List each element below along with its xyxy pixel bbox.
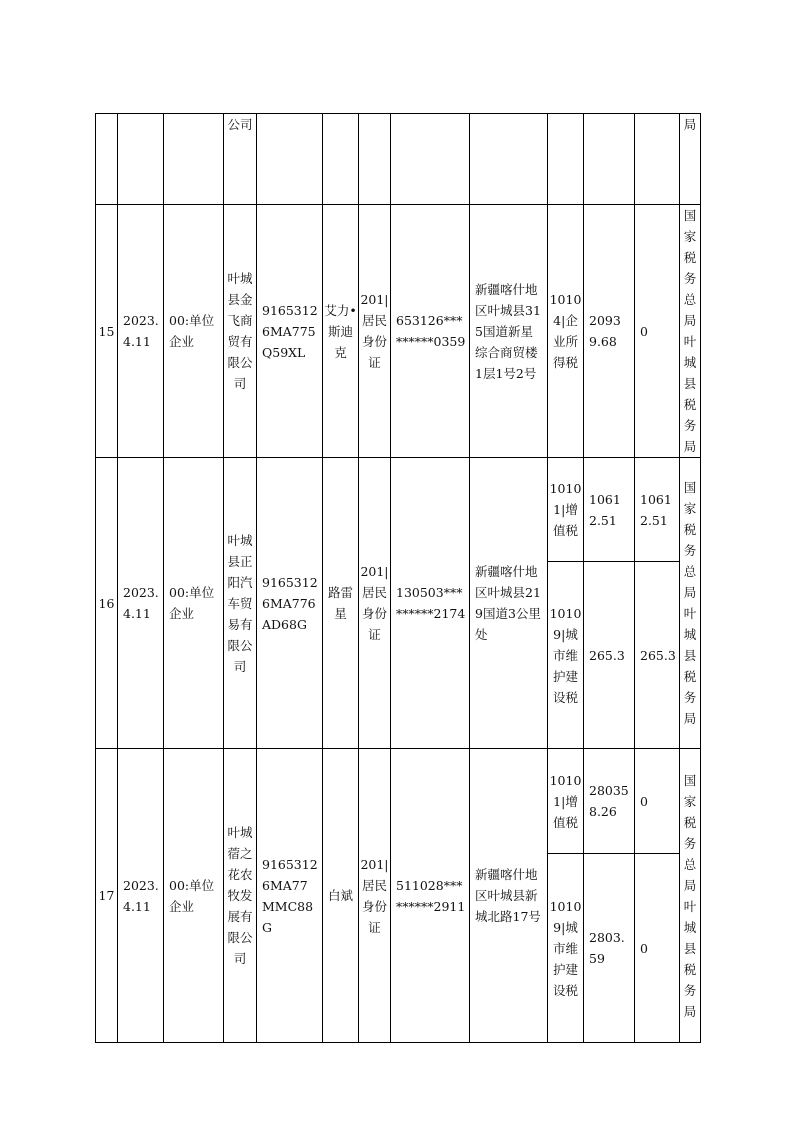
seq-cell: 17 bbox=[96, 749, 118, 1043]
legal-person-cell: 艾力•斯迪克 bbox=[323, 205, 359, 458]
id-type-cell: 201|居民身份证 bbox=[359, 749, 391, 1043]
taxpayer-type-cell: 00:单位企业 bbox=[164, 749, 224, 1043]
tax-item-cell: 10101|增值税 bbox=[548, 458, 584, 562]
table-row bbox=[96, 749, 701, 854]
current-arrears-cell: 0 bbox=[635, 205, 680, 458]
tax-item-cell: 10101|增值税 bbox=[548, 749, 584, 854]
table-row bbox=[96, 458, 701, 562]
arrears-amount-cell: 2803.59 bbox=[584, 854, 635, 1043]
legal-person-cell: 路雷星 bbox=[323, 458, 359, 749]
tax-arrears-table bbox=[95, 113, 701, 1043]
address-cell: 新疆喀什地区叶城县315国道新星综合商贸楼1层1号2号 bbox=[470, 205, 548, 458]
id-type-cell: 201|居民身份证 bbox=[359, 458, 391, 749]
current-arrears-cell: 0 bbox=[635, 854, 680, 1043]
seq-cell: 15 bbox=[96, 205, 118, 458]
company-name-cell: 叶城蓿之花农牧发展有限公司 bbox=[224, 749, 257, 1043]
address-cell: 新疆喀什地区叶城县219国道3公里处 bbox=[470, 458, 548, 749]
seq-cell: 16 bbox=[96, 458, 118, 749]
id-number-cell: 130503*********2174 bbox=[391, 458, 470, 749]
authority-cell: 国家税务总局叶城县税务局 bbox=[680, 205, 701, 458]
current-arrears-cell: 10612.51 bbox=[635, 458, 680, 562]
authority-cell: 国家税务总局叶城县税务局 bbox=[680, 749, 701, 1043]
taxpayer-type-cell: 00:单位企业 bbox=[164, 205, 224, 458]
id-type-cell: 201|居民身份证 bbox=[359, 205, 391, 458]
arrears-amount-cell: 20939.68 bbox=[584, 205, 635, 458]
company-name-cell: 叶城县正阳汽车贸易有限公司 bbox=[224, 458, 257, 749]
table-row bbox=[96, 205, 701, 458]
legal-person-cell: 白斌 bbox=[323, 749, 359, 1043]
continued-row bbox=[96, 114, 701, 205]
current-arrears-cell: 0 bbox=[635, 749, 680, 854]
taxpayer-type-cell: 00:单位企业 bbox=[164, 458, 224, 749]
current-arrears-cell: 265.3 bbox=[635, 562, 680, 749]
company-name-cell: 公司 bbox=[224, 114, 257, 205]
tax-item-cell: 10104|企业所得税 bbox=[548, 205, 584, 458]
arrears-amount-cell: 10612.51 bbox=[584, 458, 635, 562]
date-cell: 2023.4.11 bbox=[118, 205, 164, 458]
id-number-cell: 653126*********0359 bbox=[391, 205, 470, 458]
date-cell: 2023.4.11 bbox=[118, 458, 164, 749]
tax-item-cell: 10109|城市维护建设税 bbox=[548, 854, 584, 1043]
arrears-amount-cell: 280358.26 bbox=[584, 749, 635, 854]
tax-item-cell: 10109|城市维护建设税 bbox=[548, 562, 584, 749]
date-cell: 2023.4.11 bbox=[118, 749, 164, 1043]
authority-cell: 局 bbox=[680, 114, 701, 205]
credit-code-cell: 91653126MA77MMC88G bbox=[257, 749, 323, 1043]
authority-cell: 国家税务总局叶城县税务局 bbox=[680, 458, 701, 749]
arrears-amount-cell: 265.3 bbox=[584, 562, 635, 749]
company-name-cell: 叶城县金飞商贸有限公司 bbox=[224, 205, 257, 458]
id-number-cell: 511028*********2911 bbox=[391, 749, 470, 1043]
credit-code-cell: 91653126MA775Q59XL bbox=[257, 205, 323, 458]
credit-code-cell: 91653126MA776AD68G bbox=[257, 458, 323, 749]
address-cell: 新疆喀什地区叶城县新城北路17号 bbox=[470, 749, 548, 1043]
